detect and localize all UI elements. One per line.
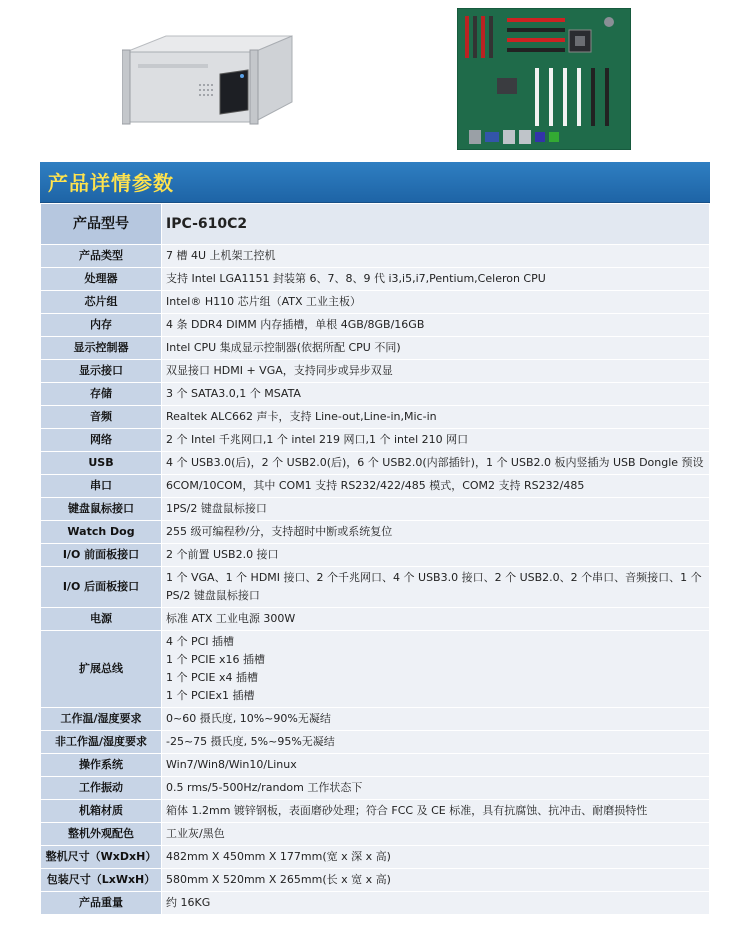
- model-label: 产品型号: [41, 204, 162, 245]
- spec-row: [41, 823, 710, 846]
- spec-value: [162, 731, 710, 754]
- spec-value-line: 1 个 PCIEx1 插槽: [166, 689, 255, 702]
- spec-label: 键盘鼠标接口: [41, 498, 162, 521]
- spec-value-line: 482mm X 450mm X 177mm(宽 x 深 x 高): [166, 850, 391, 863]
- spec-row: [41, 429, 710, 452]
- spec-label: 操作系统: [41, 754, 162, 777]
- model-value: IPC-610C2: [162, 204, 710, 245]
- spec-label: I/O 前面板接口: [41, 544, 162, 567]
- spec-value: [162, 567, 710, 608]
- spec-row: [41, 314, 710, 337]
- spec-row: [41, 498, 710, 521]
- spec-row: [41, 567, 710, 608]
- product-images: [0, 0, 750, 160]
- spec-label: 非工作温/湿度要求: [41, 731, 162, 754]
- spec-label: 音频: [41, 406, 162, 429]
- spec-value: [162, 608, 710, 631]
- spec-row: [41, 800, 710, 823]
- spec-value: [162, 337, 710, 360]
- spec-label: 处理器: [41, 268, 162, 291]
- spec-value: [162, 383, 710, 406]
- spec-value: [162, 869, 710, 892]
- spec-value: [162, 777, 710, 800]
- spec-row: [41, 360, 710, 383]
- spec-value-line: 1 个 PCIE x4 插槽: [166, 671, 259, 684]
- spec-value: [162, 823, 710, 846]
- spec-value-line: 双显接口 HDMI + VGA，支持同步或异步双显: [166, 364, 393, 377]
- spec-label: 扩展总线: [41, 631, 162, 708]
- spec-value-line: Win7/Win8/Win10/Linux: [166, 758, 297, 771]
- spec-row: [41, 846, 710, 869]
- spec-row: [41, 544, 710, 567]
- spec-value: [162, 846, 710, 869]
- spec-label: Watch Dog: [41, 521, 162, 544]
- spec-row: [41, 291, 710, 314]
- section-title: 产品详情参数: [48, 171, 174, 195]
- spec-row: [41, 892, 710, 915]
- spec-label: 芯片组: [41, 291, 162, 314]
- model-row: [41, 204, 710, 245]
- spec-value-line: 工业灰/黑色: [166, 827, 225, 840]
- spec-value: [162, 498, 710, 521]
- spec-value-line: 2 个前置 USB2.0 接口: [166, 548, 279, 561]
- spec-value-line: 4 个 USB3.0(后)，2 个 USB2.0(后)，6 个 USB2.0(内部插针)，1 个 USB2.0 板内竖插为 USB Dongle 预设: [166, 456, 704, 469]
- spec-value: [162, 544, 710, 567]
- spec-value-line: Realtek ALC662 声卡，支持 Line-out,Line-in,Mic-in: [166, 410, 437, 423]
- spec-value: [162, 452, 710, 475]
- spec-value-line: 1PS/2 键盘鼠标接口: [166, 502, 267, 515]
- spec-row: [41, 245, 710, 268]
- spec-value: [162, 800, 710, 823]
- spec-value-line: 4 条 DDR4 DIMM 内存插槽，单根 4GB/8GB/16GB: [166, 318, 425, 331]
- spec-label: 电源: [41, 608, 162, 631]
- spec-row: [41, 475, 710, 498]
- spec-value-line: 1 个 VGA、1 个 HDMI 接口、2 个千兆网口、4 个 USB3.0 接口、2 个 USB2.0、2 个串口、音频接口、1 个 PS/2 键盘鼠标接口: [166, 571, 702, 602]
- spec-value-line: 7 槽 4U 上机架工控机: [166, 249, 276, 262]
- spec-row: [41, 869, 710, 892]
- spec-value-line: 标准 ATX 工业电源 300W: [166, 612, 296, 625]
- spec-label: 存储: [41, 383, 162, 406]
- spec-label: 包装尺寸（LxWxH）: [41, 869, 162, 892]
- spec-value: [162, 268, 710, 291]
- spec-label: 整机尺寸（WxDxH）: [41, 846, 162, 869]
- spec-label: 显示控制器: [41, 337, 162, 360]
- spec-value-line: 支持 Intel LGA1151 封装第 6、7、8、9 代 i3,i5,i7,Pentium,Celeron CPU: [166, 272, 546, 285]
- spec-row: [41, 631, 710, 708]
- spec-value-line: Intel CPU 集成显示控制器(依据所配 CPU 不同): [166, 341, 401, 354]
- spec-value-line: 255 级可编程秒/分，支持超时中断或系统复位: [166, 525, 393, 538]
- spec-value-line: 箱体 1.2mm 镀锌钢板，表面磨砂处理；符合 FCC 及 CE 标准，具有抗腐蚀、抗冲击、耐磨损特性: [166, 804, 648, 817]
- spec-value-line: 约 16KG: [166, 896, 211, 909]
- spec-label: 机箱材质: [41, 800, 162, 823]
- spec-row: [41, 754, 710, 777]
- spec-row: [41, 337, 710, 360]
- spec-value-line: 4 个 PCI 插槽: [166, 635, 235, 648]
- spec-row: [41, 268, 710, 291]
- spec-value: [162, 754, 710, 777]
- spec-label: 工作振动: [41, 777, 162, 800]
- spec-value-line: 6COM/10COM，其中 COM1 支持 RS232/422/485 模式，COM2 支持 RS232/485: [166, 479, 585, 492]
- spec-value: [162, 360, 710, 383]
- spec-value: [162, 708, 710, 731]
- spec-value-line: 0~60 摄氏度, 10%~90%无凝结: [166, 712, 331, 725]
- spec-row: [41, 777, 710, 800]
- section-header: [40, 162, 710, 204]
- spec-row: [41, 608, 710, 631]
- spec-value-line: 3 个 SATA3.0,1 个 MSATA: [166, 387, 301, 400]
- spec-row: [41, 708, 710, 731]
- spec-label: I/O 后面板接口: [41, 567, 162, 608]
- spec-value: [162, 245, 710, 268]
- spec-value-line: 1 个 PCIE x16 插槽: [166, 653, 265, 666]
- spec-row: [41, 383, 710, 406]
- spec-value-line: 0.5 rms/5-500Hz/random 工作状态下: [166, 781, 363, 794]
- spec-value: [162, 406, 710, 429]
- motherboard-image: [457, 8, 631, 150]
- spec-value-line: 2 个 Intel 千兆网口,1 个 intel 219 网口,1 个 intel 210 网口: [166, 433, 469, 446]
- spec-table: [40, 203, 710, 915]
- spec-label: 显示接口: [41, 360, 162, 383]
- rackmount-chassis-image: [122, 30, 294, 130]
- spec-label: 工作温/湿度要求: [41, 708, 162, 731]
- spec-row: [41, 452, 710, 475]
- spec-label: 产品重量: [41, 892, 162, 915]
- spec-value-line: Intel® H110 芯片组（ATX 工业主板）: [166, 295, 362, 308]
- spec-value: [162, 429, 710, 452]
- spec-value: [162, 631, 710, 708]
- spec-value: [162, 475, 710, 498]
- spec-value: [162, 521, 710, 544]
- spec-label: 网络: [41, 429, 162, 452]
- spec-row: [41, 521, 710, 544]
- spec-row: [41, 731, 710, 754]
- spec-value-line: 580mm X 520mm X 265mm(长 x 宽 x 高): [166, 873, 391, 886]
- spec-label: USB: [41, 452, 162, 475]
- spec-value: [162, 314, 710, 337]
- spec-value-line: -25~75 摄氏度, 5%~95%无凝结: [166, 735, 335, 748]
- spec-value: [162, 892, 710, 915]
- spec-label: 产品类型: [41, 245, 162, 268]
- spec-label: 整机外观配色: [41, 823, 162, 846]
- spec-label: 内存: [41, 314, 162, 337]
- spec-row: [41, 406, 710, 429]
- spec-value: [162, 291, 710, 314]
- spec-label: 串口: [41, 475, 162, 498]
